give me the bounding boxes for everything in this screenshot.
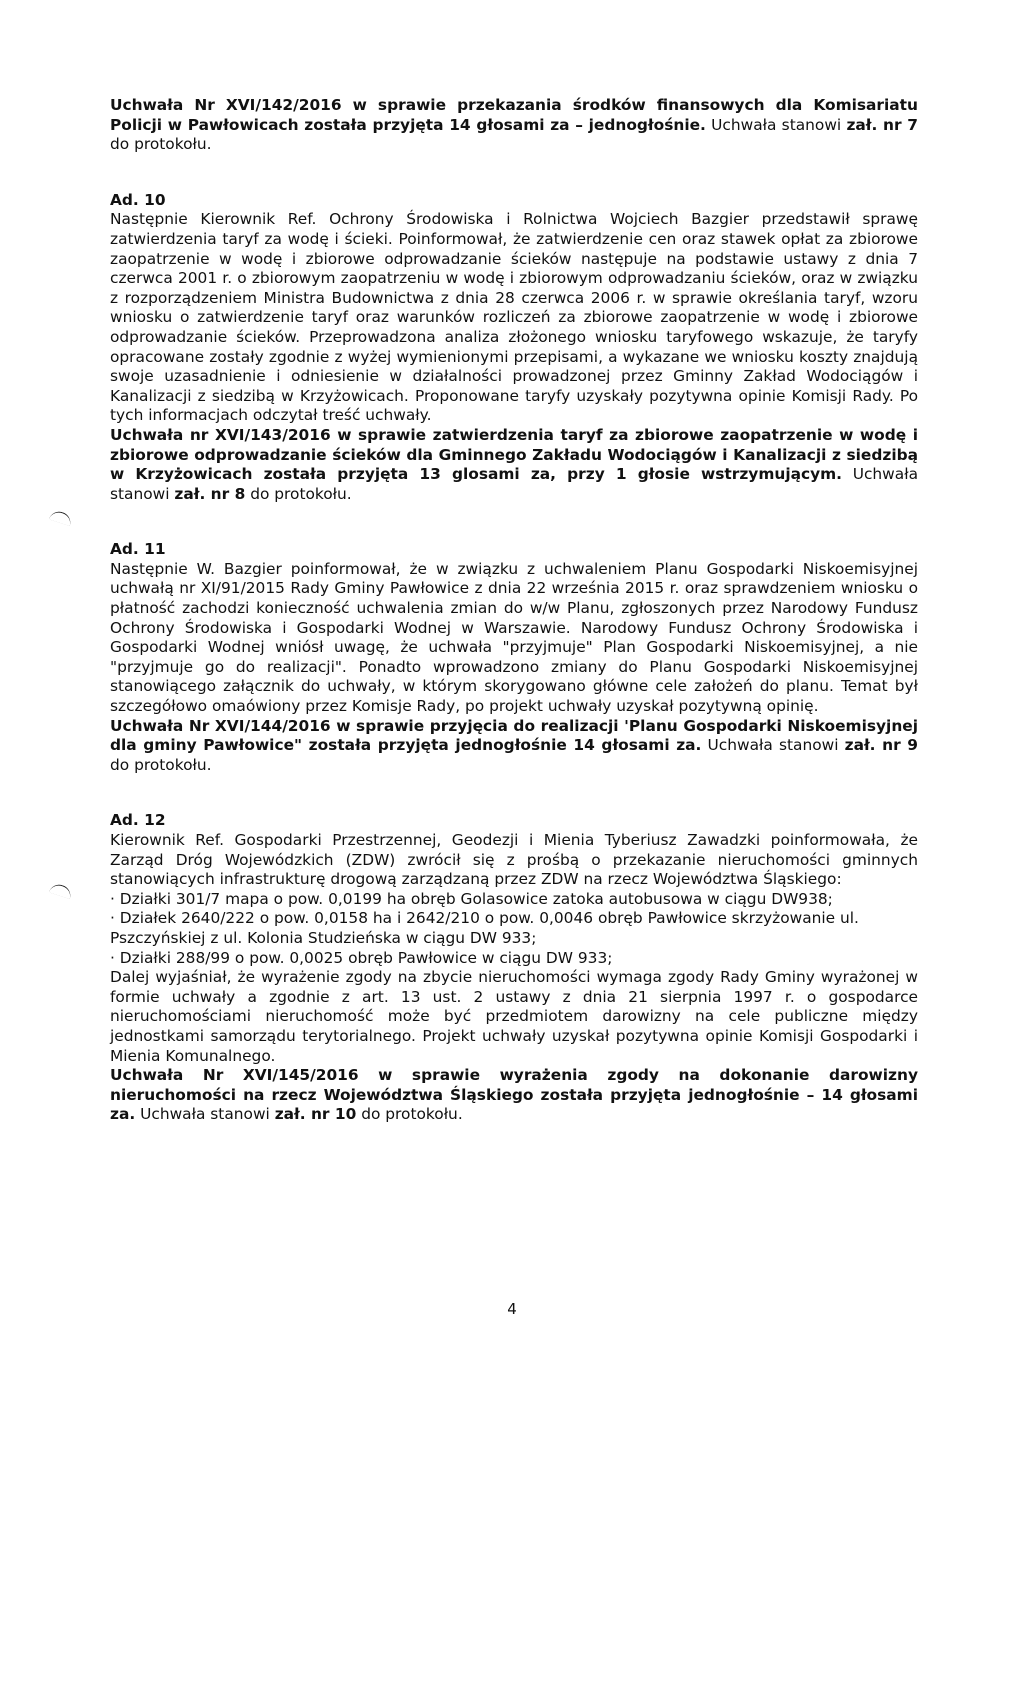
paragraph: Następnie Kierownik Ref. Ochrony Środowiska i Rolnictwa Wojciech Bazgier przedstawił sprawę zatwierdzenia taryf za wodę i ścieki. Poinformował, że zatwierdzenie cen oraz stawek opłat za zbiorowe zaopatrzenie w wodę i zbiorowe odprowadzanie ścieków następuje na podstawie ustawy z dnia 7 czerwca 2001 r. o zbiorowym zaopatrzeniu w wodę i zbiorowym odprowadzaniu ścieków, oraz w związku z rozporządzeniem Ministra Budownictwa z dnia 28 czerwca 2006 r. w sprawie określania taryf, wzoru wniosku o zatwierdzenie taryf oraz warunków rozliczeń za zbiorowe zaopatrzenie w wodę i zbiorowe odprowadzanie ścieków. Przeprowadzona analiza złożonego wniosku taryfowego wskazuje, że taryfy opracowane zostały zgodnie z wyżej wymienionymi przepisami, a wykazane we wniosku koszty znajdują swoje uzasadnienie i odniesienie w działalności prowadzonej przez Gminny Zakład Wodociągów i Kanalizacji z siedzibą w Krzyżowicach. Proponowane taryfy uzyskały pozytywna opinie Komisji Rady. Po tych informacjach odczytał treść uchwały. [110,210,918,425]
list-item: · Działki 301/7 mapa o pow. 0,0199 ha obręb Golasowice zatoka autobusowa w ciągu DW938; [110,889,833,908]
paragraph [110,1066,918,1125]
section-ad-10 [110,191,918,505]
page-number: 4 [507,1300,517,1318]
section-ad-11 [110,540,918,775]
document-page [110,96,918,1125]
margin-mark [49,882,73,899]
resolution-text: Uchwała nr XVI/143/2016 w sprawie zatwierdzenia taryf za zbiorowe zaopatrzenie w wodę i zbiorowe odprowadzanie ścieków dla Gminnego Zakładu Wodociągów i Kanalizacji z siedzibą w Krzyżowicach została przyjęta 13 glosami za, przy 1 głosie wstrzymującym. [110,425,918,484]
paragraph: Dalej wyjaśniał, że wyrażenie zgody na zbycie nieruchomości wymaga zgody Rady Gminy wyrażonej w formie uchwały a zgodnie z art. 13 ust. 2 ustawy z dnia 21 sierpnia 1997 r. o gospodarce nieruchomościami nieruchomość może być przedmiotem darowizny na cele publiczne między jednostkami samorządu terytorialnego. Projekt uchwały uzyskał pozytywna opinie Komisji Gospodarki i Mienia Komunalnego. [110,968,918,1065]
paragraph: Kierownik Ref. Gospodarki Przestrzennej, Geodezji i Mienia Tyberiusz Zawadzki poinformowała, że Zarząd Dróg Wojewódzkich (ZDW) zwrócił się z prośbą o przekazanie nieruchomości gminnych stanowiących infrastrukturę drogową zarządzaną przez ZDW na rzecz Województwa Śląskiego: [110,831,918,889]
resolution-text: Uchwała Nr XVI/142/2016 w sprawie przekazania środków finansowych dla Komisariatu Policji w Pawłowicach została przyjęta 14 głosami za – jednogłośnie. [110,96,918,134]
list-item: · Działek 2640/222 o pow. 0,0158 ha i 2642/210 o pow. 0,0046 obręb Pawłowice skrzyżowanie ul. Pszczyńskiej z ul. Kolonia Studzieńska w ciągu DW 933; [110,909,859,947]
section-heading: Ad. 11 [110,540,166,559]
section-ad-12 [110,811,918,1125]
resolution-text: Uchwała Nr XVI/145/2016 w sprawie wyrażenia zgody na dokonanie darowizny nieruchomości na rzecz Województwa Śląskiego została przyjęta jednogłośnie – 14 głosami za. [110,1066,918,1124]
paragraph [110,96,918,155]
paragraph [110,426,918,504]
list-item: · Działki 288/99 o pow. 0,0025 obręb Pawłowice w ciągu DW 933; [110,948,613,967]
resolution-text: Uchwała Nr XVI/144/2016 w sprawie przyjęcia do realizacji 'Planu Gospodarki Niskoemisyjnej dla gminy Pawłowice" została przyjęta jednogłośnie 14 głosami za. [110,716,918,755]
margin-mark [49,509,73,526]
paragraph [110,717,918,776]
paragraph: Następnie W. Bazgier poinformował, że w związku z uchwaleniem Planu Gospodarki Niskoemisyjnej uchwałą nr XI/91/2015 Rady Gminy Pawłowice z dnia 22 września 2015 r. oraz sprawdzeniem wniosku o płatność zachodzi konieczność uchwalenia zmian do w/w Planu, zgłoszonych przez Narodowy Fundusz Ochrony Środowiska i Gospodarki Wodnej w Warszawie. Narodowy Fundusz Ochrony Środowiska i Gospodarki Wodnej wniósł uwagę, że uchwała "przyjmuje" Plan Gospodarki Niskoemisyjnej, a nie "przyjmuje go do realizacji". Ponadto wprowadzono zmiany do Planu Gospodarki Niskoemisyjnej stanowiącego załącznik do uchwały, w którym skorygowano główne cele założeń do planu. Temat był szczegółowo omaówiony przez Komisje Rady, po projekt uchwały uzyskał pozytywną opinię. [110,559,918,716]
attachment-note: Uchwała stanowi zał. nr 10 do protokołu. [135,1105,463,1124]
attachment-note: Uchwała stanowi zał. nr 9 do protokołu. [110,736,918,774]
section-resolution-142 [110,96,918,155]
section-heading: Ad. 12 [110,811,166,830]
attachment-note: Uchwała stanowi zał. nr 7 do protokołu. [110,115,918,154]
attachment-note: Uchwała stanowi zał. nr 8 do protokołu. [110,465,918,503]
section-heading: Ad. 10 [110,190,166,209]
